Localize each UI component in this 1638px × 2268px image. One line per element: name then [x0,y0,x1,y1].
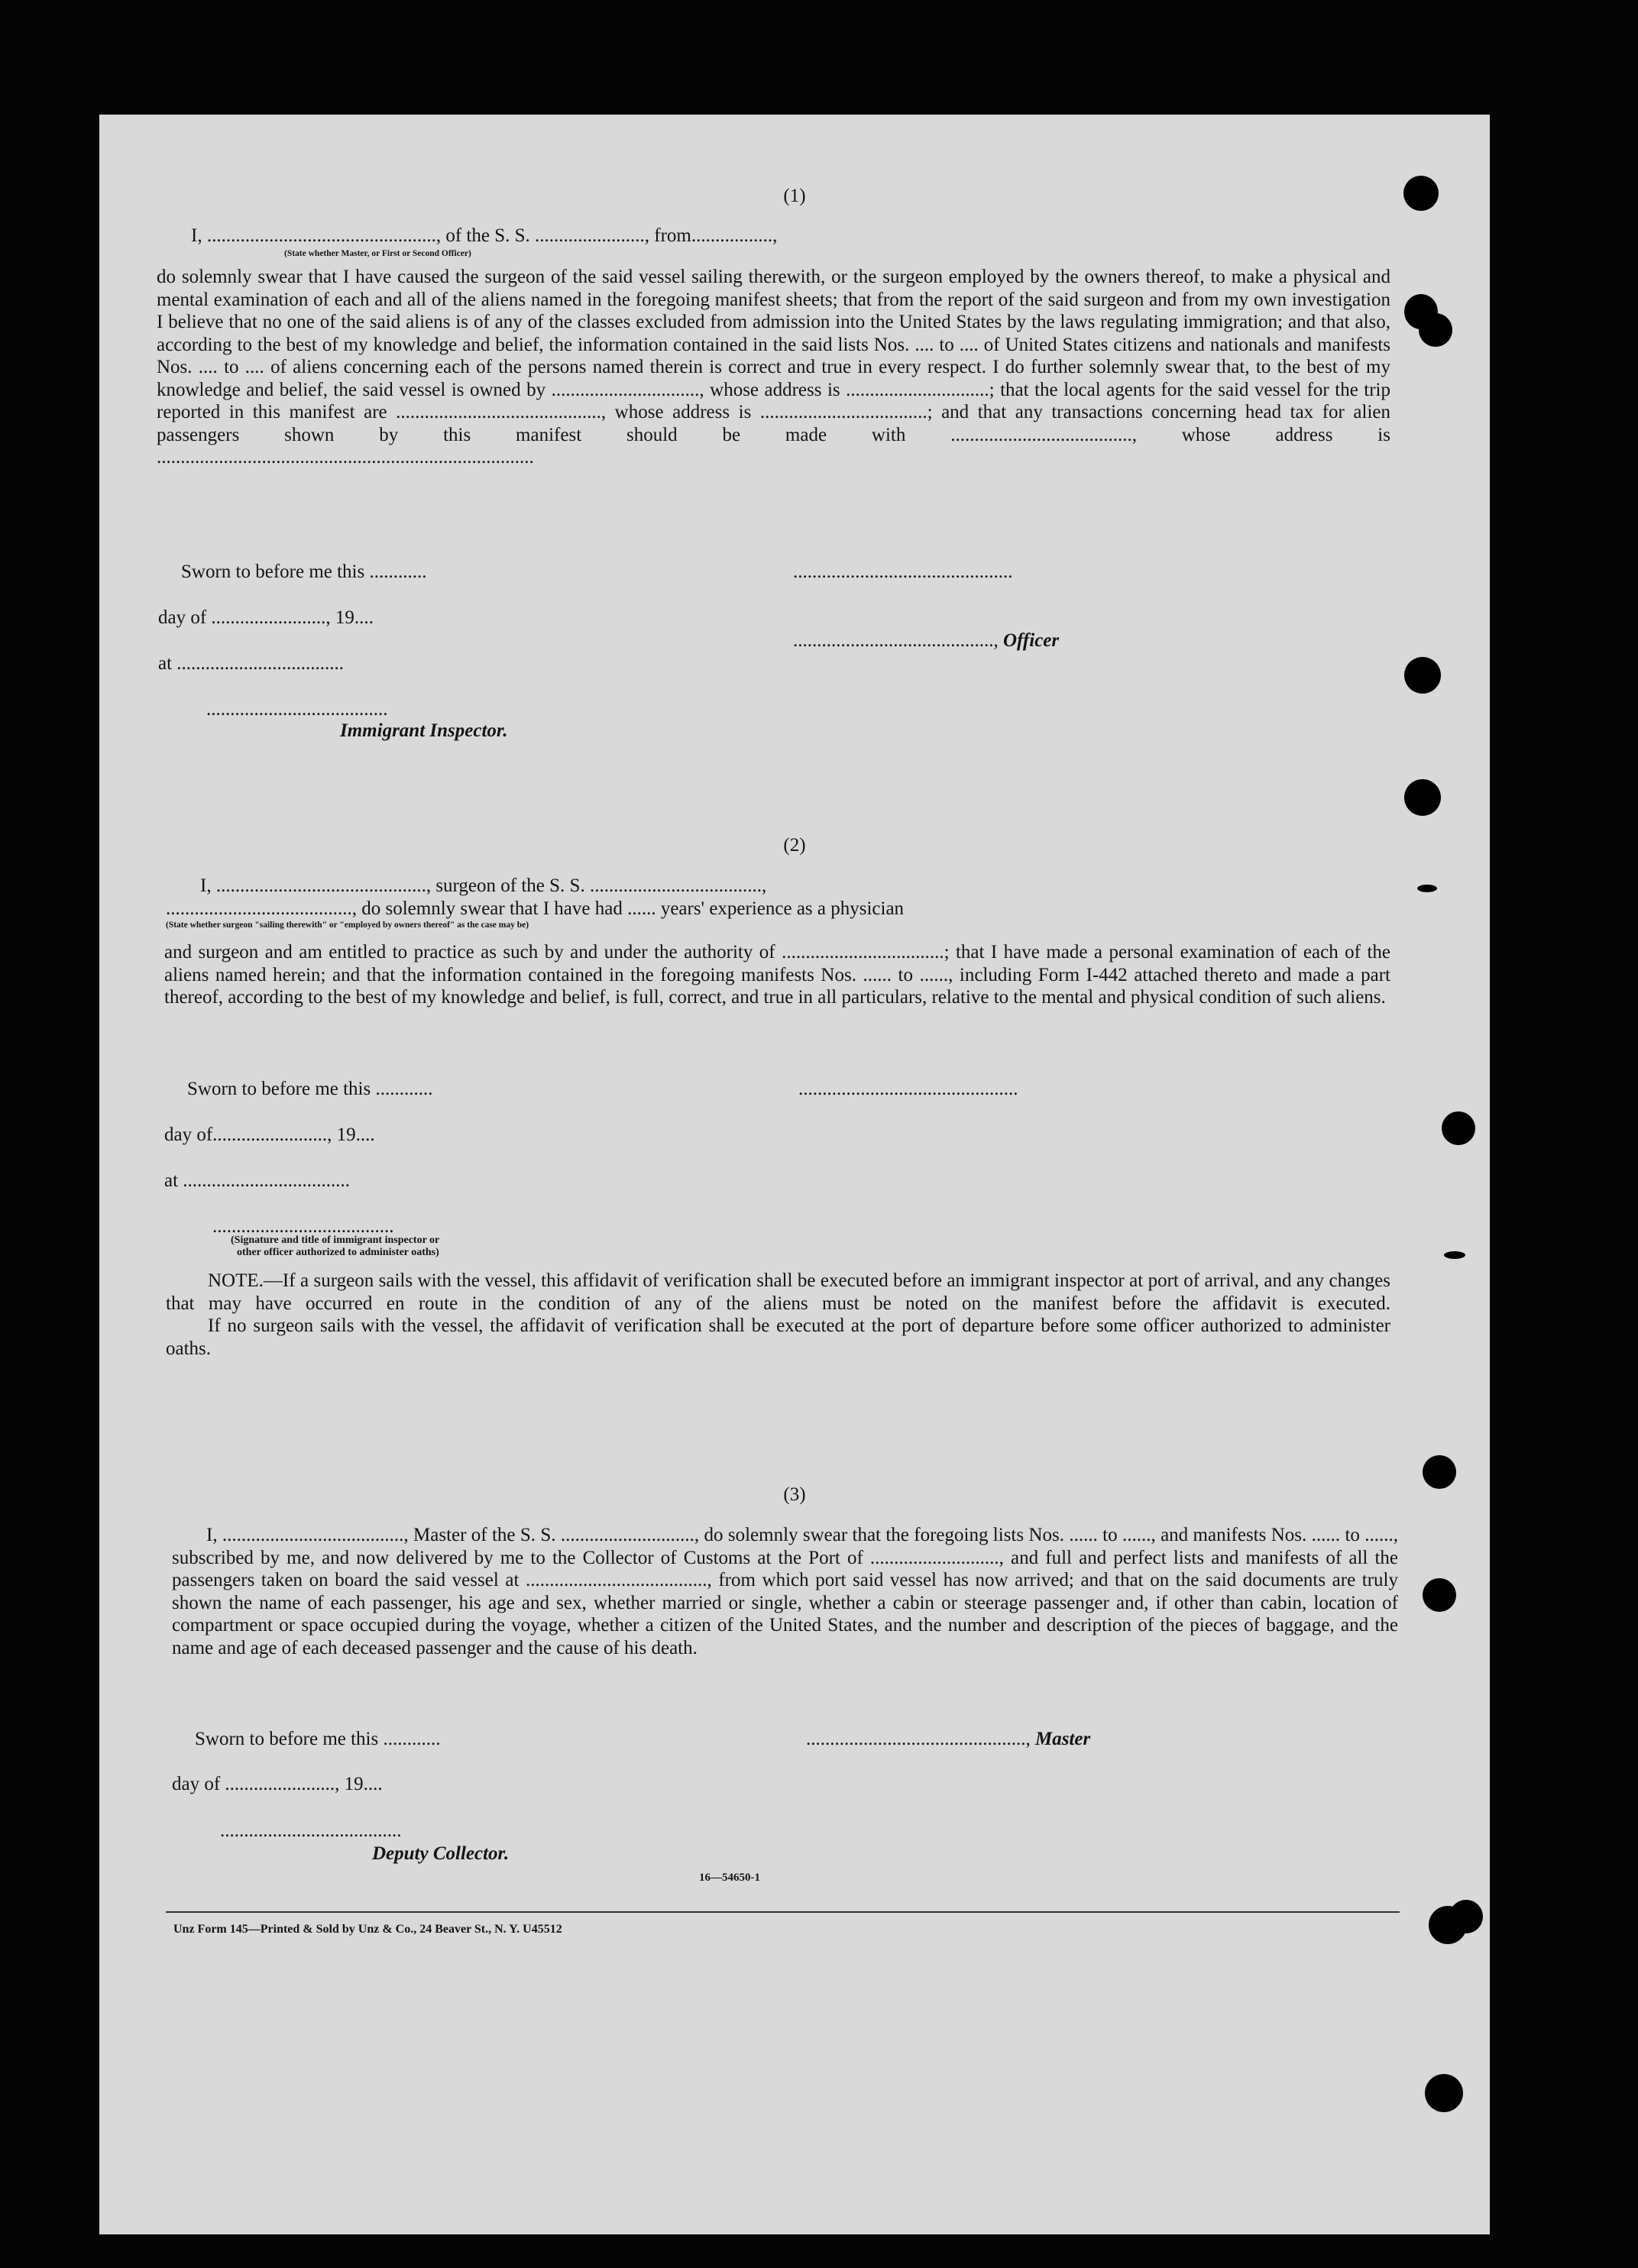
punch-hole [1423,1455,1456,1489]
section-2-note [166,1270,1390,1360]
section-3-paragraph: I, ......................................, Master of the S. S. ............................, do solemnly swear that the foregoing lists Nos. ...... to ......, and manifests Nos. ...... to ......, subscribed by me, and now delivered by me to the Collector of Customs at the Port of ..........................., and full and perfect lists and manifests of all the passengers taken on board the said vessel at ......................................, from which port said vessel has now arrived; and that on the said documents are truly shown the name of each passenger, his age and sex, whether married or single, whether a cabin or steerage passenger and, if other than cabin, location of compartment or space occupied during the voyage, whether a citizen of the United States, and the number and description of the pieces of baggage, and the name and age of each deceased passenger and the cause of his death. [172,1525,1398,1658]
section-3-collector-dots: ...................................... [220,1820,402,1841]
section-1-paragraph: do solemnly swear that I have caused the surgeon of the said vessel sailing therewith, or the surgeon employed by the owners thereof, to make a physical and mental examination of each and all of the aliens named in the foregoing manifest sheets; that from the report of the said surgeon and from my own investigation I believe that no one of the said aliens is of any of the classes excluded from admission into the United States by the laws regulating immigration; and that also, according to the best of my knowledge and belief, the information contained in the said lists Nos. .... to .... of United States citizens and nationals and manifests Nos. .... to .... of aliens concerning each of the persons named therein is correct and true in every respect. I do further solemnly swear that, to the best of my knowledge and belief, the said vessel is owned by ..............................., whose address is ..............................; that the local agents for the said vessel for the trip reported in this manifest are ..........................................., whose address is ...................................; and that any transactions concerning head tax for alien passengers shown by this manifest should be made with ......................................, whose address is ............................................................................... [157,267,1390,468]
section-2-inspector-hint-1: (Signature and title of immigrant inspector or [231,1234,440,1246]
section-3-day: day of ......................., 19.... [172,1774,383,1794]
section-1-officer-dots: .........................................., [793,630,999,651]
note-paragraph-2: If no surgeon sails with the vessel, the affidavit of verification shall be executed at the port of departure before some officer authorized to administer oaths. [166,1315,1390,1359]
section-1-day: day of ........................, 19.... [158,607,374,628]
punch-hole [1444,1251,1465,1259]
punch-hole [1404,657,1441,694]
section-2-line-2: ......................................., do solemnly swear that I have had ...... years' experience as a physician [166,898,905,919]
section-3-collector-label: Deputy Collector. [372,1843,510,1864]
section-1-officer-label: Officer [1003,630,1060,651]
section-2-day: day of........................, 19.... [164,1124,375,1145]
section-2-inspector-hint-2: other officer authorized to administer oaths) [237,1247,439,1258]
note-paragraph-1: —If a surgeon sails with the vessel, this affidavit of verification shall be executed before an immigrant inspector at port of arrival, and any changes that may have occurred en route in the condition of any of the aliens must be noted on the manifest before the affidavit is executed. [166,1270,1390,1314]
punch-hole [1449,1900,1483,1933]
section-1-sworn: Sworn to before me this ............ [181,561,427,582]
section-3-master-line [806,1729,1090,1750]
printer-footer: Unz Form 145—Printed & Sold by Unz & Co., 24 Beaver St., N. Y. U45512 [173,1923,562,1936]
section-2-line-1: I, ............................................, surgeon of the S. S. ...................................., [200,875,767,896]
section-1-signature-line: .............................................. [793,561,1013,582]
section-2-paragraph: and surgeon and am entitled to practice as such by and under the authority of ..................................; that I have made a personal examination of each of the aliens named herein; and that the information contained in the foregoing manifests Nos. ...... to ......, including Form I-442 attached thereto and made a part thereof, according to the best of my knowledge and belief, is full, correct, and true in all particulars, relative to the mental and physical condition of such aliens. [164,942,1390,1008]
footer-rule [166,1911,1400,1913]
section-2-inspector-dots: ...................................... [212,1216,394,1237]
section-2-signature-line: .............................................. [798,1079,1018,1099]
section-1-officer-line [793,630,1059,652]
section-2-sworn: Sworn to before me this ............ [187,1079,433,1099]
punch-hole [1404,779,1441,816]
section-2-line-2-hint: (State whether surgeon "sailing therewith" or "employed by owners thereof" as the case may be) [166,920,529,930]
section-1-inspector-dots: ...................................... [206,699,388,720]
section-1-line-1-hint: (State whether Master, or First or Second Officer) [284,249,471,258]
punch-hole [1442,1111,1475,1145]
section-3-master-label: Master [1035,1729,1091,1749]
section-1-number: (1) [783,186,806,206]
section-2-number: (2) [783,835,806,856]
section-1-at: at ................................... [158,653,345,674]
section-2-at: at ................................... [164,1170,351,1191]
punch-hole [1419,313,1452,347]
section-1-inspector-label: Immigrant Inspector. [340,720,508,741]
punch-hole [1423,1578,1456,1612]
punch-hole [1425,2074,1463,2112]
manifest-page [99,115,1490,2234]
section-1-line-1: I, ................................................, of the S. S. ......................., from................., [191,225,778,246]
section-3-number: (3) [783,1484,806,1505]
section-3-master-dots: .............................................., [806,1729,1031,1749]
punch-hole [1403,176,1439,211]
form-code: 16—54650-1 [699,1872,760,1884]
section-1-paragraph-tail: ............................................................................... [157,447,534,468]
punch-hole [1417,885,1437,892]
note-label: NOTE. [208,1270,264,1291]
section-3-sworn: Sworn to before me this ............ [195,1729,441,1749]
